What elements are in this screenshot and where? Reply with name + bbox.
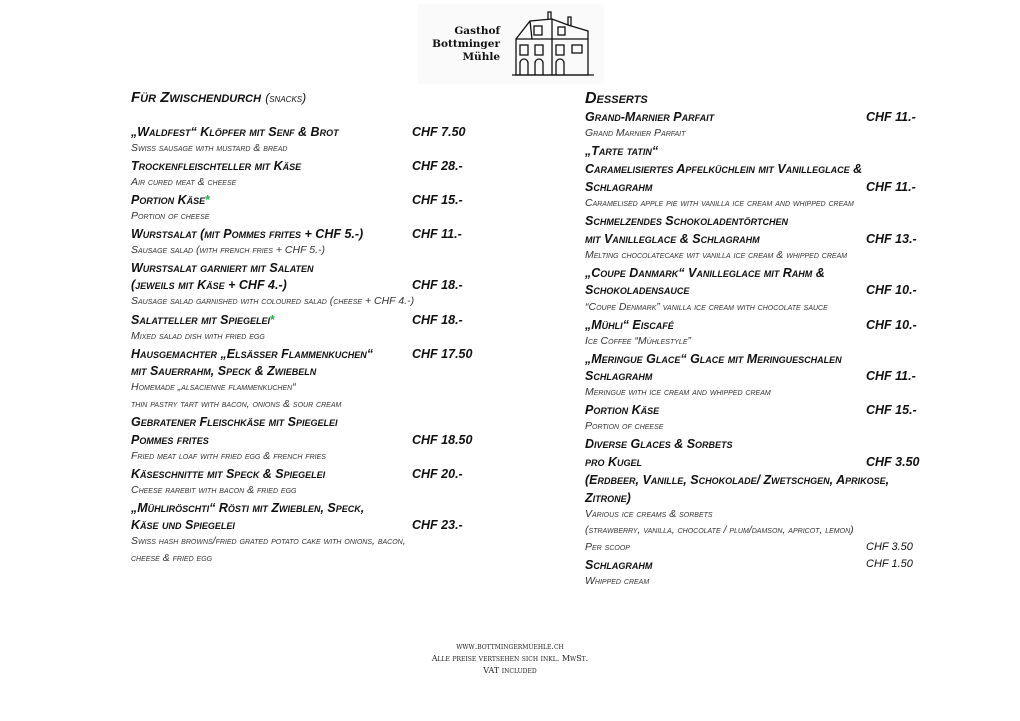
item-text: Pommes frites (131, 433, 209, 447)
item-text: Cheese rarebit with bacon & fried egg (131, 484, 297, 496)
item-price: CHF 20.- (412, 467, 463, 481)
menu-item-name (585, 266, 825, 283)
menu-item-name (131, 227, 363, 244)
menu-item-translation (585, 420, 663, 437)
section-subtitle: (snacks) (265, 91, 307, 105)
menu-item-name (131, 467, 325, 484)
item-text: Diverse Glaces & Sorbets (585, 437, 733, 451)
item-text: Salatteller mit Spiegelei (131, 313, 270, 327)
menu-item-translation (131, 295, 414, 312)
menu-item-name (131, 313, 275, 330)
item-text: “Coupe Denmark” vanilla ice cream with chocolate sauce (585, 301, 828, 313)
menu-item-name (131, 261, 314, 278)
item-price: CHF 18.- (412, 313, 463, 327)
item-text: Zitrone) (585, 491, 631, 505)
item-text: Caramelised apple pie with vanilla ice cream and whipped cream (585, 197, 854, 209)
item-price: CHF 7.50 (412, 125, 466, 139)
item-text: Trockenfleischteller mit Käse (131, 159, 302, 173)
item-text: thin pastry tart with bacon, onions & sour cream (131, 398, 342, 410)
menu-item-translation (585, 197, 854, 214)
item-price: CHF 28.- (412, 159, 463, 173)
item-text: Schlagrahm (585, 180, 653, 194)
logo-line: Bottminger (432, 37, 500, 50)
menu-item-translation (585, 541, 630, 558)
menu-item-translation (131, 210, 209, 227)
item-text: Caramelisiertes Apfelküchlein mit Vanilleglace & (585, 162, 863, 176)
menu-item-translation (585, 508, 713, 525)
item-text: Air cured meat & cheese (131, 176, 237, 188)
menu-item-name (131, 159, 301, 176)
item-text: Various ice creams & sorbets (585, 508, 713, 520)
menu-item-name (585, 214, 788, 231)
item-text: Ice Coffee “Mühlestyle” (585, 335, 691, 347)
item-price: CHF 15.- (412, 193, 463, 207)
item-text: Wurstsalat (mit Pommes frites + CHF 5.-) (131, 227, 364, 241)
menu-item-name (585, 352, 842, 369)
item-text: Gebratener Fleischkäse mit Spiegelei (131, 415, 338, 429)
menu-item-translation (585, 249, 847, 266)
item-text: Käseschnitte mit Speck & Spiegelei (131, 467, 326, 481)
logo-line: Gasthof (454, 24, 500, 37)
menu-item-translation (131, 484, 297, 501)
item-text: Homemade „alsacienne flammenkuchen“ (131, 381, 296, 393)
menu-item-name (585, 162, 862, 179)
menu-item-name (131, 278, 287, 295)
menu-item-name (585, 232, 760, 249)
item-text: Meringue with ice cream and whipped cream (585, 386, 771, 398)
item-text: „Mühliröschti“ Rösti mit Zwieblen, Speck, (131, 501, 365, 515)
menu-item-name (585, 369, 652, 386)
menu-item-name (131, 347, 373, 364)
item-price: CHF 11.- (412, 227, 462, 241)
menu-item-translation (131, 142, 287, 159)
menu-item-translation (131, 535, 406, 552)
menu-item-name (131, 125, 339, 142)
website-link[interactable]: www.bottmingermuehle.ch (456, 642, 564, 651)
item-text: Mixed salad dish with fried egg (131, 330, 265, 342)
section-heading: Für Zwischendurch (131, 89, 262, 106)
item-text: Portion of cheese (131, 210, 210, 222)
menu-item-translation (585, 301, 828, 318)
logo-line: Mühle (462, 50, 500, 63)
menu-item-translation (131, 244, 325, 261)
vat-note-german: Alle preise vertsehen sich inkl. MwSt. (431, 654, 589, 663)
item-text: Portion of cheese (585, 420, 664, 432)
item-price: CHF 11.- (866, 110, 916, 124)
item-text: Schokoladensauce (585, 283, 690, 297)
menu-item-name (131, 193, 210, 210)
item-price: CHF 11.- (866, 369, 916, 383)
item-text: Schmelzendes Schokoladentörtchen (585, 214, 788, 228)
menu-item-name (585, 180, 652, 197)
menu-item-translation (131, 330, 265, 347)
menu-item-name (131, 501, 364, 518)
item-text: Portion Käse (131, 193, 206, 207)
menu-item-translation (131, 552, 212, 569)
menu-item-name (131, 433, 209, 450)
menu-item-name (585, 403, 659, 420)
item-text: (jeweils mit Käse + CHF 4.-) (131, 278, 287, 292)
menu-item-translation (131, 176, 236, 193)
item-text: mit Sauerrahm, Speck & Zwiebeln (131, 364, 317, 378)
item-text: Fried meat loaf with fried egg & french fries (131, 450, 326, 462)
item-text: Whipped cream (585, 575, 650, 587)
menu-item-name (585, 283, 689, 300)
desserts-section-title (585, 90, 648, 108)
item-text: Grand-Marnier Parfait (585, 110, 715, 124)
item-text: Swiss sausage with mustard & bread (131, 142, 288, 154)
snacks-section-title (131, 89, 306, 106)
menu-item-translation (131, 398, 341, 415)
item-text: Per scoop (585, 541, 630, 553)
item-price: CHF 18.- (412, 278, 463, 292)
item-text: Schlagrahm (585, 369, 653, 383)
menu-item-translation (131, 381, 296, 398)
asterisk-icon: * (269, 313, 275, 327)
menu-item-translation (585, 524, 854, 541)
menu-item-translation (585, 335, 691, 352)
item-text: pro Kugel (585, 455, 643, 469)
item-price: CHF 23.- (412, 518, 463, 532)
item-text: mit Vanilleglace & Schlagrahm (585, 232, 760, 246)
item-text: „Meringue Glace“ Glace mit Meringueschalen (585, 352, 842, 366)
menu-item-name (585, 473, 889, 490)
menu-item-name (131, 518, 235, 535)
item-text: Käse und Spiegelei (131, 518, 235, 532)
item-price: CHF 10.- (866, 318, 917, 332)
asterisk-icon: * (205, 193, 211, 207)
menu-item-name (585, 437, 733, 454)
building-drawing-icon (508, 9, 598, 79)
item-text: „Waldfest“ Klöpfer mit Senf & Brot (131, 125, 339, 139)
item-text: „Mühli“ Eiscafé (585, 318, 674, 332)
item-price: CHF 15.- (866, 403, 917, 417)
menu-item-name (585, 110, 714, 127)
item-text: cheese & fried egg (131, 552, 213, 564)
item-price: CHF 3.50 (866, 541, 913, 553)
item-price: CHF 3.50 (866, 455, 920, 469)
menu-item-name (585, 491, 631, 508)
item-text: Melting chocolatecake wit vanilla ice cream & whipped cream (585, 249, 848, 261)
menu-item-name (131, 415, 337, 432)
footer (0, 641, 1020, 677)
menu-item-name (585, 144, 658, 161)
menu-item-translation (585, 386, 771, 403)
restaurant-logo (418, 4, 604, 84)
item-text: Wurstsalat garniert mit Salaten (131, 261, 314, 275)
item-price: CHF 13.- (866, 232, 917, 246)
item-price: CHF 10.- (866, 283, 917, 297)
item-text: Hausgemachter „Elsässer Flammenkuchen“ (131, 347, 373, 361)
menu-item-translation (585, 575, 649, 592)
menu-item-translation (131, 450, 326, 467)
item-price: CHF 11.- (866, 180, 916, 194)
item-text: Portion Käse (585, 403, 660, 417)
menu-item-name (585, 318, 674, 335)
section-heading: Desserts (585, 90, 648, 107)
vat-note-english: VAT included (483, 666, 537, 675)
menu-item-translation (585, 127, 685, 144)
item-text: Schlagrahm (585, 558, 653, 572)
item-text: Sausage salad garnished with coloured salad (cheese + CHF 4.-) (131, 295, 415, 307)
item-price: CHF 18.50 (412, 433, 473, 447)
item-text: „Coupe Danmark“ Vanilleglace mit Rahm & (585, 266, 825, 280)
item-price: CHF 1.50 (866, 558, 913, 570)
menu-item-name (131, 364, 316, 381)
item-text: (strawberry, vanilla, chocolate / plum/damson, apricot, lemon) (585, 524, 854, 536)
item-text: „Tarte tatin“ (585, 144, 659, 158)
menu-item-name (585, 455, 642, 472)
item-text: (Erdbeer, Vanille, Schokolade/ Zwetschgen, Aprikose, (585, 473, 890, 487)
item-text: Sausage salad (with french fries + CHF 5.-) (131, 244, 325, 256)
item-price: CHF 17.50 (412, 347, 473, 361)
item-text: Grand Marnier Parfait (585, 127, 686, 139)
item-text: Swiss hash browns/fried grated potato cake with onions, bacon, (131, 535, 406, 547)
logo-text (426, 25, 500, 64)
menu-item-name (585, 558, 652, 575)
